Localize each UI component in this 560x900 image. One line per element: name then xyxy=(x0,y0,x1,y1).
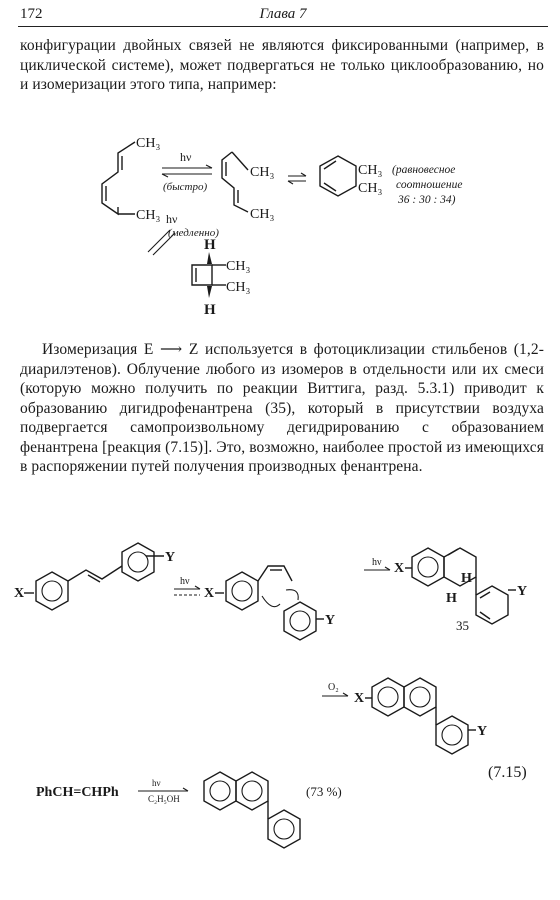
aromatic-circle xyxy=(232,581,252,601)
hv-label: hν xyxy=(152,778,161,788)
equilibrium-note: 36 : 30 : 34) xyxy=(398,194,456,206)
dihydro-ring-a xyxy=(412,548,444,586)
hv-label: hν xyxy=(180,150,192,164)
phenanthrene-ring-a xyxy=(372,678,404,716)
cyclobutene-ring xyxy=(192,265,212,285)
slow-label: (медленно) xyxy=(168,227,219,239)
fast-label: (быстро) xyxy=(163,181,208,193)
aromatic-circle xyxy=(410,687,430,707)
aromatic-circle xyxy=(42,581,62,601)
phenanthrene-ring-b xyxy=(404,678,436,716)
z-stilbene-ring-b xyxy=(284,602,316,640)
aromatic-circle xyxy=(274,819,294,839)
octatriene-chain xyxy=(102,142,135,214)
x-substituent: X xyxy=(394,561,405,576)
z-stilbene-ring-a xyxy=(226,572,258,610)
reaction-yield: (73 %) xyxy=(306,784,342,799)
scheme-2 xyxy=(14,543,527,848)
equilibrium-note: соотношение xyxy=(396,179,463,191)
double-bond xyxy=(480,592,490,598)
phenanthrene-ring-c xyxy=(436,716,468,754)
double-bond xyxy=(448,549,458,555)
reactant-formula: PhCH=CHPh xyxy=(36,785,119,800)
methyl-label: CH₃ xyxy=(136,208,161,223)
hv-label: hν xyxy=(166,212,178,226)
wedge-bond xyxy=(207,252,212,264)
solvent-label: C₂H₅OH xyxy=(148,794,180,804)
stilbene-ring-b xyxy=(122,543,154,581)
hydrogen-label: H xyxy=(204,237,216,253)
product-ring-a xyxy=(204,772,236,810)
aromatic-circle xyxy=(418,557,438,577)
cyclohexadiene-ring xyxy=(320,156,356,196)
bond xyxy=(232,152,248,170)
y-substituent: Y xyxy=(165,550,176,565)
z-stilbene-chain xyxy=(258,566,292,581)
product-ring-b xyxy=(236,772,268,810)
oxygen-label: O₂ xyxy=(328,682,339,693)
hydrogen-label: H xyxy=(204,302,216,318)
aromatic-circle xyxy=(242,781,262,801)
curved-arrow xyxy=(262,596,280,607)
compound-number: 35 xyxy=(456,618,469,633)
methyl-label: CH₃ xyxy=(226,280,251,295)
aromatic-circle xyxy=(210,781,230,801)
z-triene xyxy=(222,152,248,212)
hv-label: hν xyxy=(180,576,190,587)
y-substituent: Y xyxy=(477,724,488,739)
methyl-label: CH₃ xyxy=(250,207,275,222)
chapter-title: Глава 7 xyxy=(259,6,307,22)
aromatic-circle xyxy=(290,611,310,631)
paragraph-photocyclization: Изомеризация E ⟶ Z используется в фотоциклизации стильбенов (1,2-диарилэтенов). Облучение любого из изомеров в отдельности или их смеси (которую можно получить по реакции Виттига, разд. 5.3.1) приводит к образованию дигидрофенантрена (35), который в присутствии воздуха подвергается самопроизвольному дегидрированию с образованием фенантрена [реакция (7.15)]. Это, возможно, наиболее простой из имеющихся в распоряжении путей получения производных фенантрена. xyxy=(20,341,544,475)
aromatic-circle xyxy=(378,687,398,707)
x-substituent: X xyxy=(354,691,365,706)
y-substituent: Y xyxy=(325,613,336,628)
methyl-label: CH₃ xyxy=(358,163,383,178)
aromatic-circle xyxy=(442,725,462,745)
x-substituent: X xyxy=(14,586,25,601)
methyl-label: CH₃ xyxy=(250,165,275,180)
paragraph-intro: конфигурации двойных связей не являются фиксированными (например, в циклической системе), может подвергаться не только циклообразованию, но и изомеризации этого типа, например: xyxy=(20,37,544,93)
page-number: 172 xyxy=(20,6,43,22)
double-bond xyxy=(88,575,100,582)
wedge-bond xyxy=(207,286,212,298)
methyl-label: CH₃ xyxy=(226,259,251,274)
aromatic-circle xyxy=(128,552,148,572)
stilbene-ring-a xyxy=(36,572,68,610)
dihydro-ring-c xyxy=(476,586,508,624)
y-substituent: Y xyxy=(517,584,528,599)
scheme-1 xyxy=(102,136,462,318)
hv-label: hν xyxy=(372,557,382,568)
hydrogen-label: H xyxy=(461,571,472,586)
equation-number: (7.15) xyxy=(488,764,527,781)
methyl-label: CH₃ xyxy=(358,181,383,196)
hydrogen-label: H xyxy=(446,591,457,606)
x-substituent: X xyxy=(204,586,215,601)
product-ring-c xyxy=(268,810,300,848)
methyl-label: CH₃ xyxy=(136,136,161,151)
curved-arrow xyxy=(286,590,298,600)
equilibrium-note: (равновесное xyxy=(392,164,456,176)
